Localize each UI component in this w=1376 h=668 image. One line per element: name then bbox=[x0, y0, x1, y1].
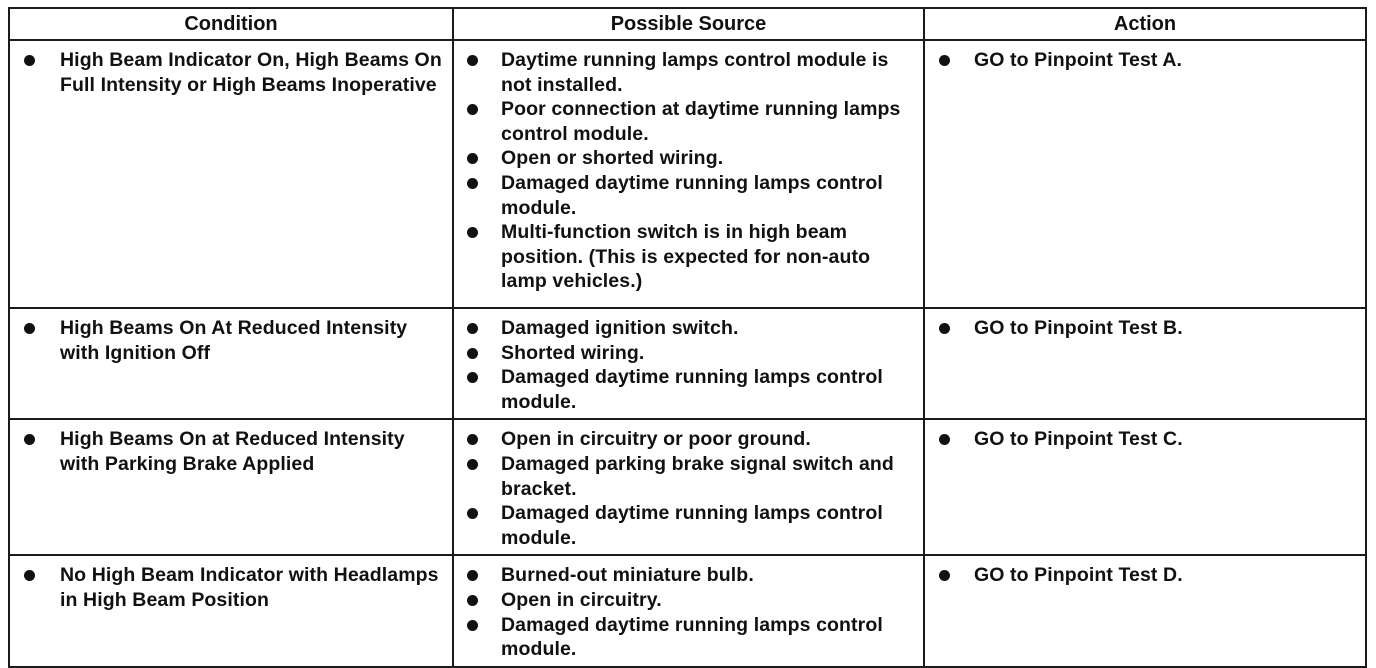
condition-item-text: High Beams On At Reduced Intensity with Ignition Off bbox=[60, 317, 408, 364]
action-cell bbox=[924, 555, 1366, 666]
table-row bbox=[9, 419, 1366, 555]
source-item bbox=[460, 427, 917, 452]
action-cell-list bbox=[931, 48, 1359, 73]
action-item-text: GO to Pinpoint Test D. bbox=[974, 564, 1183, 587]
action-item bbox=[931, 427, 1359, 452]
header-possible-source: Possible Source bbox=[453, 8, 924, 40]
source-item-text: Shorted wiring. bbox=[501, 341, 645, 364]
condition-cell bbox=[9, 308, 453, 419]
action-cell bbox=[924, 40, 1366, 308]
header-row bbox=[9, 8, 1366, 40]
condition-item-text: No High Beam Indicator with Headlamps in High Beam Position bbox=[60, 564, 439, 611]
source-item-text: Damaged daytime running lamps control module. bbox=[501, 613, 883, 661]
source-item-text: Damaged parking brake signal switch and bracket. bbox=[501, 452, 894, 500]
bullet-icon bbox=[467, 348, 478, 359]
source-item bbox=[460, 588, 917, 613]
bullet-icon bbox=[24, 570, 35, 581]
source-item-text: Daytime running lamps control module is not installed. bbox=[501, 49, 889, 96]
condition-item bbox=[16, 427, 446, 476]
source-cell bbox=[453, 40, 924, 308]
bullet-icon bbox=[467, 620, 478, 631]
bullet-icon bbox=[467, 153, 478, 164]
condition-item-text: High Beam Indicator On, High Beams On Full Intensity or High Beams Inoperative bbox=[60, 49, 442, 96]
source-item bbox=[460, 563, 917, 588]
source-item bbox=[460, 365, 917, 414]
table-row bbox=[9, 308, 1366, 419]
bullet-icon bbox=[939, 323, 950, 334]
bullet-icon bbox=[24, 323, 35, 334]
source-item bbox=[460, 613, 917, 662]
bullet-icon bbox=[467, 508, 478, 519]
source-cell bbox=[453, 555, 924, 666]
source-item-text: Damaged ignition switch. bbox=[501, 317, 739, 339]
source-item-text: Poor connection at daytime running lamps control module. bbox=[501, 98, 901, 145]
source-cell bbox=[453, 308, 924, 419]
condition-cell bbox=[9, 419, 453, 555]
source-item-text: Open in circuitry. bbox=[501, 588, 662, 611]
action-item bbox=[931, 316, 1359, 341]
action-item-text: GO to Pinpoint Test A. bbox=[974, 49, 1183, 71]
condition-cell-list bbox=[16, 48, 446, 97]
source-cell-list bbox=[460, 563, 917, 661]
source-item bbox=[460, 48, 917, 97]
header-action: Action bbox=[924, 8, 1366, 40]
bullet-icon bbox=[939, 434, 950, 445]
action-item bbox=[931, 563, 1359, 588]
bullet-icon bbox=[24, 434, 35, 445]
source-item bbox=[460, 220, 917, 294]
bullet-icon bbox=[467, 570, 478, 581]
symptom-chart-table bbox=[8, 7, 1367, 668]
source-item bbox=[460, 146, 917, 171]
action-cell bbox=[924, 308, 1366, 419]
condition-cell bbox=[9, 555, 453, 666]
bullet-icon bbox=[939, 570, 950, 581]
condition-cell-list bbox=[16, 316, 446, 365]
condition-item bbox=[16, 48, 446, 97]
condition-cell bbox=[9, 40, 453, 308]
source-item-text: Damaged daytime running lamps control module. bbox=[501, 171, 883, 219]
condition-cell-list bbox=[16, 563, 446, 612]
table-row bbox=[9, 40, 1366, 308]
condition-item bbox=[16, 316, 446, 365]
source-item bbox=[460, 452, 917, 501]
bullet-icon bbox=[467, 434, 478, 445]
source-item-text: Open or shorted wiring. bbox=[501, 147, 724, 170]
table-body bbox=[9, 40, 1366, 667]
bullet-icon bbox=[467, 372, 478, 383]
action-cell-list bbox=[931, 316, 1359, 341]
bullet-icon bbox=[939, 55, 950, 66]
action-item bbox=[931, 48, 1359, 73]
action-cell-list bbox=[931, 427, 1359, 452]
source-item bbox=[460, 97, 917, 146]
bullet-icon bbox=[467, 459, 478, 470]
condition-item bbox=[16, 563, 446, 612]
source-cell-list bbox=[460, 427, 917, 550]
source-cell bbox=[453, 419, 924, 555]
source-item bbox=[460, 316, 917, 341]
action-item-text: GO to Pinpoint Test C. bbox=[974, 428, 1183, 451]
bullet-icon bbox=[467, 55, 478, 66]
action-cell-list bbox=[931, 563, 1359, 588]
bullet-icon bbox=[467, 227, 478, 238]
source-item bbox=[460, 501, 917, 550]
condition-cell-list bbox=[16, 427, 446, 476]
bullet-icon bbox=[467, 104, 478, 115]
diagnosis-table-container bbox=[8, 7, 1365, 668]
condition-item-text: High Beams On at Reduced Intensity with Parking Brake Applied bbox=[60, 428, 405, 475]
bullet-icon bbox=[467, 595, 478, 606]
bullet-icon bbox=[467, 178, 478, 189]
source-item bbox=[460, 171, 917, 220]
source-cell-list bbox=[460, 316, 917, 414]
bullet-icon bbox=[24, 55, 35, 66]
source-item-text: Damaged daytime running lamps control module. bbox=[501, 502, 883, 549]
source-item-text: Burned-out miniature bulb. bbox=[501, 564, 754, 587]
header-condition: Condition bbox=[9, 8, 453, 40]
source-cell-list bbox=[460, 48, 917, 294]
source-item-text: Damaged daytime running lamps control module. bbox=[501, 366, 883, 413]
action-item-text: GO to Pinpoint Test B. bbox=[974, 317, 1183, 339]
bullet-icon bbox=[467, 323, 478, 334]
table-row bbox=[9, 555, 1366, 666]
action-cell bbox=[924, 419, 1366, 555]
source-item-text: Open in circuitry or poor ground. bbox=[501, 428, 811, 451]
source-item-text: Multi-function switch is in high beam position. (This is expected for non-auto lamp vehicles.) bbox=[501, 221, 871, 293]
source-item bbox=[460, 341, 917, 366]
